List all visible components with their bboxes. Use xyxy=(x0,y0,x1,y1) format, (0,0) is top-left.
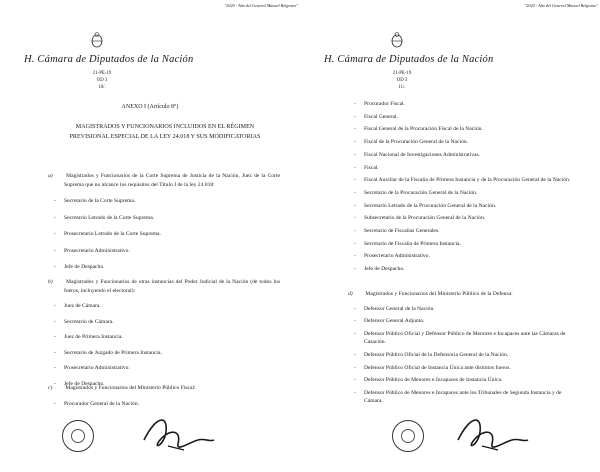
list-item: - Jefe de Despacho. xyxy=(48,259,280,276)
section-letter: a) xyxy=(48,173,53,179)
list-item: - Subsecretario de la Procuración General de la Nación. xyxy=(348,212,580,225)
section-list xyxy=(348,98,580,276)
list-item: - Fiscal Auxiliar de la Fiscalía de Primera Instancia y de la Procuración General de la Nación. xyxy=(348,176,580,185)
list-item: - Secretario de la Procuración General de la Nación. xyxy=(348,187,580,200)
list-item: - Secretario Letrado de la Procuración General de la Nación. xyxy=(348,200,580,213)
page-motto: "2020 - Año del General Manuel Belgrano" xyxy=(524,3,598,8)
signature-mark xyxy=(138,410,218,454)
reference-block xyxy=(388,70,416,91)
argentina-coat-of-arms-icon xyxy=(390,32,404,48)
document-heading: MAGISTRADOS Y FUNCIONARIOS INCLUIDOS EN EL RÉGIMEN PREVISIONAL ESPECIAL DE LA LEY 24.018 Y SUS MODIFICATORIAS xyxy=(69,124,261,140)
reference-line: 21-PE-19 xyxy=(92,71,112,76)
list-item: - Defensor Público Oficial y Defensor Público de Menores e Incapaces ante las Cámaras de Casación. xyxy=(348,330,580,347)
list-item: - Prosecretario Administrativo. xyxy=(48,361,280,377)
list-item: - Secretario de Fiscalía de Primera Instancia. xyxy=(348,238,580,251)
list-item: - Fiscal General. xyxy=(348,111,580,124)
section-list xyxy=(348,303,580,406)
list-item: - Secretario de Cámara. xyxy=(48,315,280,331)
section-intro xyxy=(48,278,280,295)
section-intro-text: Magistrados y Funcionarios de la Corte Suprema de Justicia de la Nación, Juez de la Corte Suprema que no alcance los requisitos del Título I de la ley 24.018: xyxy=(64,173,281,188)
section-a xyxy=(48,172,280,276)
list-item: - Secretario Letrado de la Corte Suprema. xyxy=(48,210,280,227)
chamber-name: H. Cámara de Diputados de la Nación xyxy=(24,54,194,65)
section-list xyxy=(48,193,280,276)
list-item: - Defensor Público de Menores e Incapaces ante los Tribunales de Segunda Instancia y de Cámara. xyxy=(348,389,580,406)
list-item: - Procurador General de la Nación. xyxy=(48,397,280,412)
official-seal-icon xyxy=(62,420,94,452)
list-item: - Fiscal de la Procuración General de la Nación. xyxy=(348,136,580,149)
list-item: - Fiscal General de la Procuración Fiscal de la Nación. xyxy=(348,123,580,136)
reference-line: 11/. xyxy=(398,85,406,90)
chamber-name: H. Cámara de Diputados de la Nación xyxy=(324,54,494,65)
section-d xyxy=(348,290,580,408)
section-intro-text: Magistrados y Funcionarios del Ministerio Público de la Defensa: xyxy=(365,291,513,297)
list-item: - Defensor Público de Menores e Incapaces de Instancia Única. xyxy=(348,374,580,387)
list-item: - Secretario de la Corte Suprema. xyxy=(48,193,280,210)
page-motto: "2020 - Año del General Manuel Belgrano" xyxy=(224,3,298,8)
section-intro xyxy=(48,384,280,393)
section-intro-text: Magistrados y Funcionarios de otras instancias del Poder Judicial de la Nación (de todos los fueros, incluyendo el electoral): xyxy=(64,279,280,294)
document-page-right xyxy=(300,0,600,472)
section-intro xyxy=(348,290,580,299)
list-item: - Jefe de Despacho. xyxy=(48,377,280,393)
section-list xyxy=(48,299,280,392)
list-item: - Prosecretario Letrado de la Corte Suprema. xyxy=(48,226,280,243)
section-letter: b) xyxy=(48,279,53,285)
section-intro-text: Magistrados y Funcionarios del Ministerio Público Fiscal: xyxy=(65,385,196,391)
official-seal-icon xyxy=(392,420,424,452)
argentina-coat-of-arms-icon xyxy=(90,32,104,48)
section-intro xyxy=(48,172,281,189)
list-item: - Juez de Cámara. xyxy=(48,299,280,315)
list-item: - Secretario de Fiscalías Generales. xyxy=(348,225,580,238)
list-item: - Defensor Público Oficial de la Defensoría General de la Nación. xyxy=(348,349,580,362)
list-item: - Fiscal Nacional de Investigaciones Administrativas. xyxy=(348,149,580,162)
list-item: - Defensor General de la Nación. xyxy=(348,303,580,316)
list-item: - Fiscal. xyxy=(348,162,580,175)
section-c xyxy=(48,384,280,412)
list-item: - Defensor General Adjunto. xyxy=(348,315,580,328)
list-item: - Juez de Primera Instancia. xyxy=(48,330,280,346)
list-item: - Secretario de Juzgado de Primera Instancia. xyxy=(48,346,280,362)
list-item: - Jefe de Despacho. xyxy=(348,263,580,276)
reference-line: 10/. xyxy=(98,85,106,90)
signature-mark xyxy=(452,408,532,454)
reference-line: OD 3 xyxy=(396,78,408,83)
section-b xyxy=(48,278,280,392)
reference-line: 21-PE-19 xyxy=(392,71,412,76)
list-item: - Prosecretario Administrativo. xyxy=(48,243,280,260)
section-letter: c) xyxy=(48,385,53,391)
list-item: - Defensor Público Oficial de Instancia Única ante distintos fueros. xyxy=(348,362,580,375)
reference-block xyxy=(88,70,116,91)
section-c-continued xyxy=(348,98,580,276)
section-letter: d) xyxy=(348,291,353,297)
list-item: - Prosecretario Administrativo. xyxy=(348,250,580,263)
annex-title: ANEXO I (Artículo 8°) xyxy=(121,104,179,110)
reference-line: OD 3 xyxy=(96,78,108,83)
list-item: - Procurador Fiscal. xyxy=(348,98,580,111)
